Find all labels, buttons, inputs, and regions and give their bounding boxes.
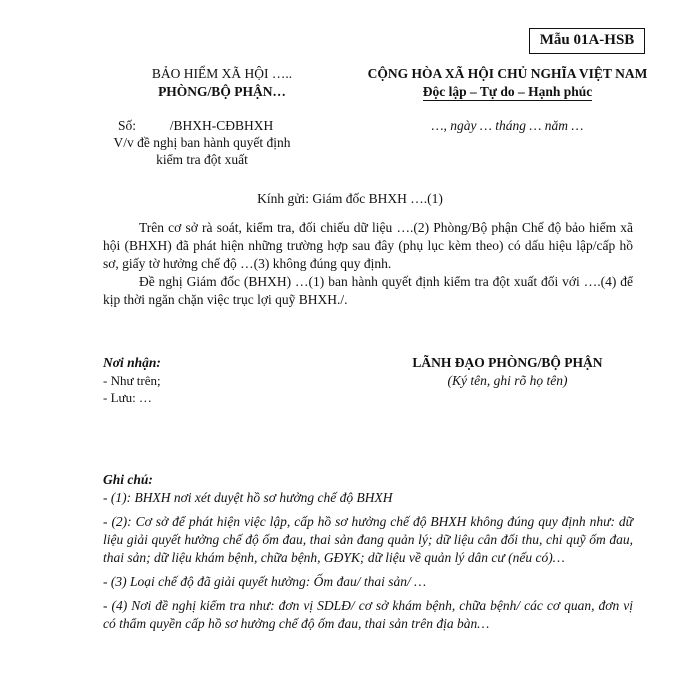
signature-note: (Ký tên, ghi rõ họ tên) — [447, 373, 568, 388]
body-paragraph: Đề nghị Giám đốc (BHXH) …(1) ban hành quyết định kiểm tra đột xuất đối với ….(4) để kịp thời ngăn chặn việc trục lợi quỹ BHXH./. — [103, 274, 633, 307]
recipient-line: Kính gửi: Giám đốc BHXH ….(1) — [257, 191, 443, 206]
receiver-item: - Lưu: … — [103, 390, 152, 405]
note-item: - (1): BHXH nơi xét duyệt hồ sơ hưởng chế độ BHXH — [103, 490, 393, 505]
motto-text: Độc lập – Tự do – Hạnh phúc — [422, 84, 593, 99]
subject-line: V/v đề nghị ban hành quyết định — [113, 135, 291, 150]
date-line: …, ngày … tháng … năm … — [431, 118, 584, 133]
receiver-item: - Như trên; — [103, 373, 161, 388]
subject-line: kiểm tra đột xuất — [156, 152, 248, 167]
notes-list — [103, 489, 633, 639]
note-item: - (3) Loại chế độ đã giải quyết hưởng: Ốm đau/ thai sản/ … — [103, 574, 427, 589]
national-motto — [340, 84, 675, 100]
agency-name: BẢO HIỂM XÃ HỘI ….. — [151, 66, 293, 81]
form-code-box: Mẫu 01A-HSB — [529, 28, 645, 54]
body-paragraph: Trên cơ sở rà soát, kiểm tra, đối chiếu dữ liệu ….(2) Phòng/Bộ phận Chế độ bảo hiểm xã hội (BHXH) đã phát hiện những trường hợp sau đây (phụ lục kèm theo) có dấu hiệu lập/cấp hồ sơ, giấy tờ hưởng chế độ …(3) không đúng quy định. — [103, 220, 633, 271]
national-title: CỘNG HÒA XÃ HỘI CHỦ NGHĨA VIỆT NAM — [367, 66, 648, 81]
note-item: - (4) Nơi đề nghị kiểm tra như: đơn vị SDLĐ/ cơ sở khám bệnh, chữa bệnh/ các cơ quan, đơn vị có thẩm quyền cấp hồ sơ hưởng chế độ ốm đau, thai sản trên địa bàn… — [103, 598, 633, 631]
department-name: PHÒNG/BỘ PHẬN… — [158, 84, 286, 99]
document-number: Số: /BHXH-CĐBHXH — [118, 118, 274, 133]
document-body — [103, 219, 633, 309]
document-subject — [102, 134, 302, 168]
receivers-label: Nơi nhận: — [103, 355, 161, 370]
notes-title: Ghi chú: — [103, 472, 153, 487]
note-item: - (2): Cơ sở để phát hiện việc lập, cấp hồ sơ hưởng chế độ BHXH không đúng quy định như: dữ liệu giải quyết hưởng chế độ ốm đau, thai sản đang quản lý; dữ liệu cân đối thu, chi quỹ ốm đau, thai sản; dữ liệu khám bệnh, chữa bệnh, GĐYK; dữ liệu về quản lý dân cư (nếu có)… — [103, 514, 633, 565]
signature-title: LÃNH ĐẠO PHÒNG/BỘ PHẬN — [412, 355, 603, 370]
